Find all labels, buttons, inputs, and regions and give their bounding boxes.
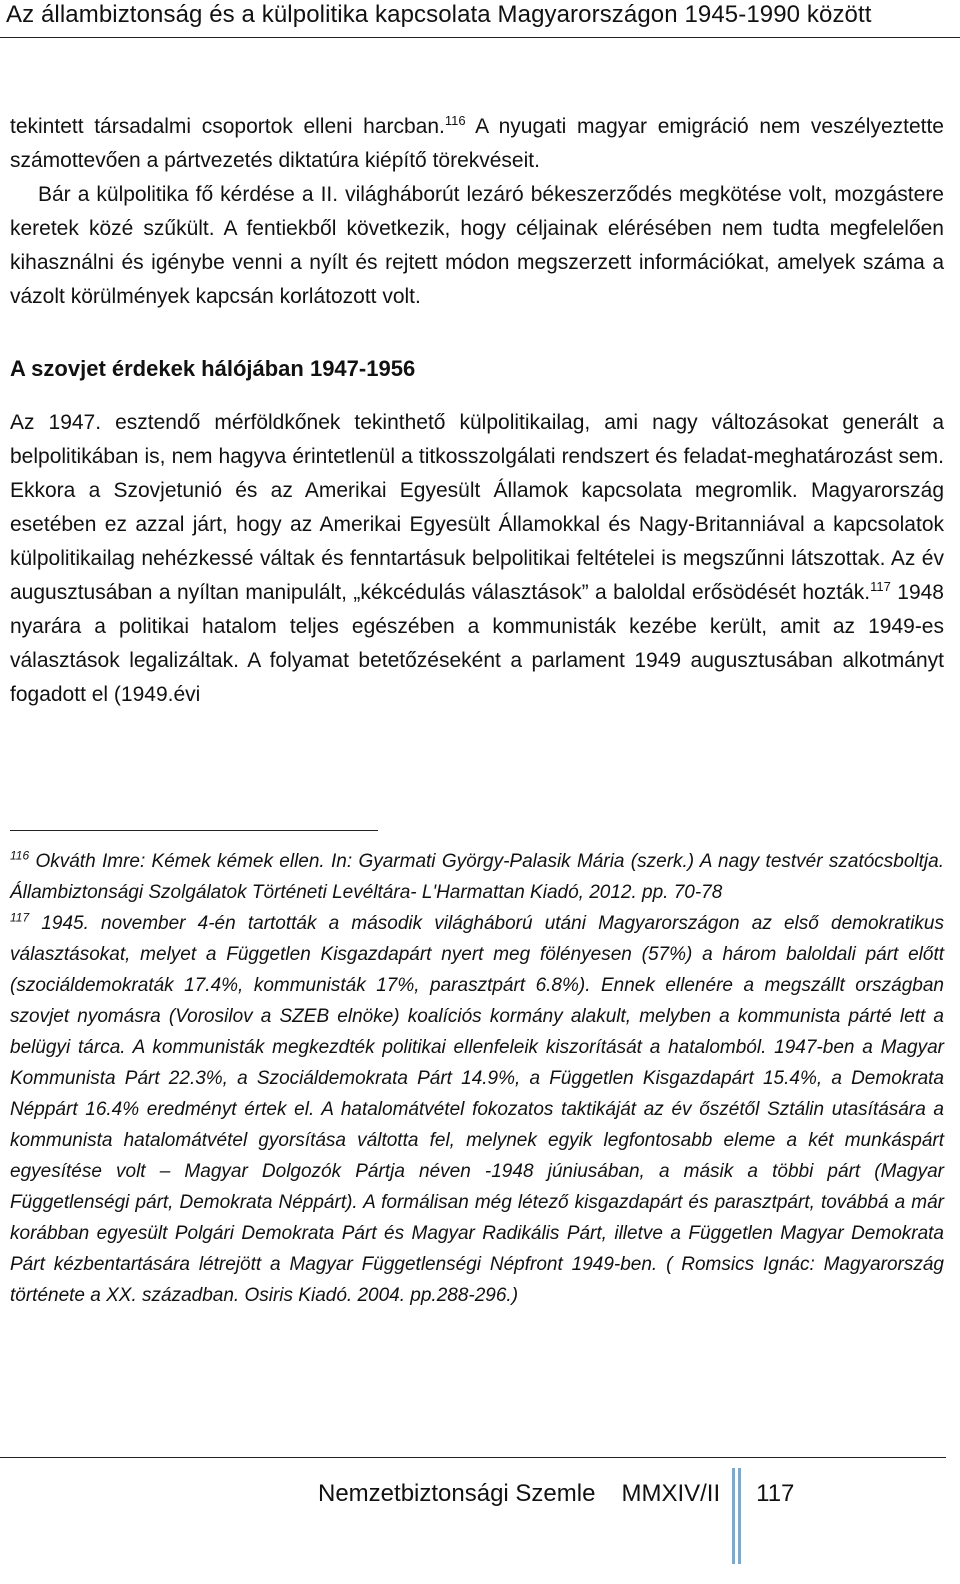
footnote-117 bbox=[10, 908, 944, 1311]
running-header bbox=[0, 0, 960, 38]
footnote-116 bbox=[10, 846, 944, 908]
page-footer bbox=[318, 1474, 794, 1554]
journal-issue: MMXIV/II bbox=[621, 1480, 721, 1507]
paragraph-1-rest: A nyugati magyar emigráció nem veszélyeztette számottevően a pártvezetés diktatúra kiépítő törekvéseit. bbox=[10, 115, 944, 172]
page-number: 117 bbox=[756, 1480, 795, 1507]
paragraph-3-text: Az 1947. esztendő mérföldkőnek tekinthető külpolitikailag, ami nagy változásokat generált a belpolitikában is, nem hagyva érintetlenül a titkosszolgálati rendszert és feladat-meghatározást sem. Ekkora a Szovjetunió és az Amerikai Egyesült Államok kapcsolata megromlik. Magyarország esetében ez azzal járt, hogy az Amerikai Egyesült Államokkal és Nagy-Britanniával a kapcsolatok külpolitikailag nehézkessé váltak és fenntartásuk belpolitikai feltételei is megszűnni látszottak. Az év augusztusában a nyíltan manipulált, „kékcédulás választások” a baloldal erősödését hozták. bbox=[10, 411, 944, 604]
footnotes bbox=[10, 846, 944, 1311]
footer-separator bbox=[0, 1457, 946, 1458]
footnote-text: Okváth Imre: Kémek kémek ellen. In: Gyarmati György-Palasik Mária (szerk.) A nagy testvér szatócsboltja. Állambiztonsági Szolgálatok Történeti Levéltára- L'Harmattan Kiadó, 2012. pp. 70-78 bbox=[10, 851, 944, 903]
footer-bar bbox=[732, 1468, 735, 1564]
section-heading: A szovjet érdekek hálójában 1947-1956 bbox=[10, 356, 416, 381]
footnote-ref-117[interactable]: 117 bbox=[870, 579, 891, 594]
paragraph-3-rest: 1948 nyarára a politikai hatalom teljes egészében a kommunisták kezébe került, amit az 1949-es választások legalizáltak. A folyamat betetőzéseként a parlament 1949 augusztusában alkotmányt fogadott el (1949.évi bbox=[10, 581, 944, 706]
paragraph-2: Bár a külpolitika fő kérdése a II. világháborút lezáró békeszerződés megkötése volt, mozgástere keretek közé szűkült. A fentiekből következik, hogy céljainak elérésében nem tudta megfelelően kihasználni és igénybe venni a nyílt és rejtett módon megszerzett információkat, amelyek száma a vázolt körülmények kapcsán korlátozott volt. bbox=[10, 183, 944, 308]
running-header-title: Az állambiztonság és a külpolitika kapcsolata Magyarországon 1945-1990 között bbox=[6, 1, 872, 28]
footnote-number: 116 bbox=[10, 848, 30, 863]
footer-bar bbox=[738, 1468, 741, 1564]
footnote-number: 117 bbox=[10, 910, 30, 925]
footnote-text: 1945. november 4-én tartották a második világháború utáni Magyarországon az első demokratikus választásokat, melyet a Független Kisgazdapárt nyert meg fölényesen (57%) a három baloldali párt előtt (szociáldemokraták 17.4%, kommunisták 17%, parasztpárt 6.8%). Ennek ellenére a megszállt országban szovjet nyomásra (Vorosilov a SZEB elnöke) koalíciós kormány alakult, melyben a kommunista párté lett a belügyi tárca. A kommunisták megkezdték politikai ellenfeleik kiszorítását a hatalomból. 1947-ben a Magyar Kommunista Párt 22.3%, a Szociáldemokrata Párt 14.9%, a Független Kisgazdapárt 15.4%, a Demokrata Néppárt 16.4% eredményt értek el. A hatalomátvétel fokozatos taktikáját az év őszétől Sztálin utasítására a kommunista hatalomátvétel gyorsítása váltotta fel, melynek egyik legfontosabb eleme a két munkáspárt egyesítése volt – Magyar Dolgozók Pártja néven -1948 júniusában, a másik a többi párt (Magyar Függetlenségi párt, Demokrata Néppárt). A formálisan még létező kisgazdapárt és parasztpárt, továbbá a már korábban egyesült Polgári Demokrata Párt és Magyar Radikális Párt, illetve a Független Magyar Demokrata Párt kézbentartására létrejött a Magyar Függetlenségi Népfront 1949-ben. ( Romsics Ignác: Magyarország története a XX. században. Osiris Kiadó. 2004. pp.288-296.) bbox=[10, 913, 944, 1306]
journal-title: Nemzetbiztonsági Szemle bbox=[318, 1480, 596, 1507]
paragraph-3 bbox=[10, 406, 944, 712]
paragraph-1 bbox=[10, 110, 944, 178]
footer-divider-bars bbox=[732, 1468, 744, 1564]
paragraph-1-text: tekintett társadalmi csoportok elleni harcban. bbox=[10, 115, 445, 138]
body-text bbox=[10, 110, 944, 712]
footnote-ref-116[interactable]: 116 bbox=[444, 113, 466, 128]
footnote-separator bbox=[10, 830, 378, 831]
